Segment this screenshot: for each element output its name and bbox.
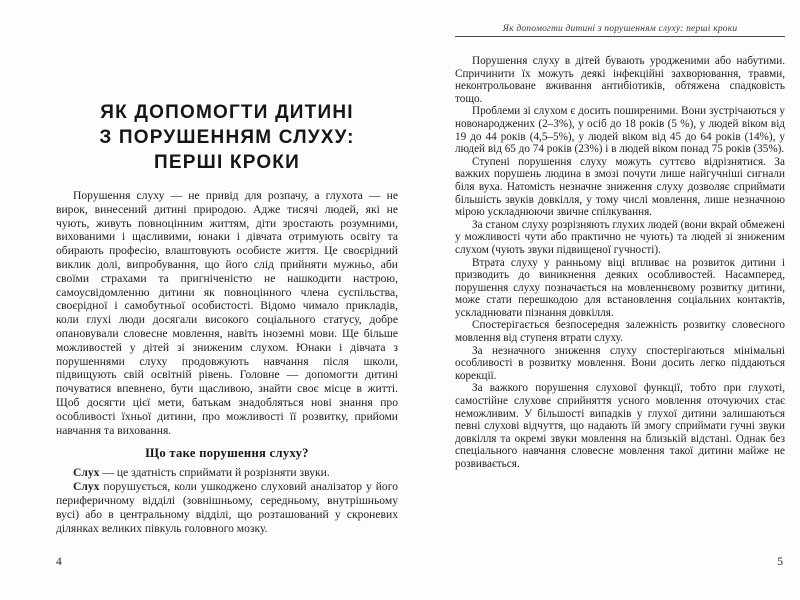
header-rule: [455, 36, 785, 37]
chapter-title-line-2: З ПОРУШЕННЯМ СЛУХУ:: [99, 127, 355, 148]
chapter-title: [56, 100, 398, 175]
chapter-title-line-3: ПЕРШІ КРОКИ: [154, 152, 300, 173]
definition-text: — це здатність сприймати й розрізняти звуки.: [99, 466, 330, 480]
definition-term: Слух: [73, 466, 100, 480]
paragraph: Порушення слуху в дітей бувають уродженими або набутими. Спричинити їх можуть деякі інфекційні захворювання, травми, неконтрольоване вживання антибіотиків, обтяжена спадковість тощо.: [455, 55, 785, 105]
running-header-block: [455, 24, 785, 37]
paragraph: За незначного зниження слуху спостерігаються мінімальні особливості в розвитку мовлення. Вони досить легко піддаються корекції.: [455, 344, 785, 382]
section-heading: Що таке порушення слуху?: [145, 446, 309, 461]
paragraph: Проблеми зі слухом є досить поширеними. Вони зустрічаються у новонароджених (2–3%), у осіб до 18 років (5 %), у людей віком від 19 до 44 років (4,5–5%), у людей віком від 45 до 64 років (14%), у людей від 65 до 74 років (23%) і в людей віком понад 75 років (35%).: [455, 105, 785, 156]
paragraph: За станом слуху розрізняють глухих людей (вони вкрай обмежені у можливості чути або практично не чують) та людей зі зниженим слухом (чують звуки підвищеної гучності).: [455, 218, 785, 256]
right-page-body: [455, 55, 785, 471]
paragraph: Спостерігається безпосередня залежність розвитку словесного мовлення від ступеня втрати слуху.: [455, 319, 785, 345]
page-number-right: 5: [777, 556, 783, 568]
paragraph: Втрата слуху у ранньому віці впливає на розвиток дитини і призводить до виникнення деяких особливостей. Насамперед, порушення слуху позначається на мовленнєвому розвитку дитини, може стати перешкодою для встановлення соціальних контактів, ускладнювати пізнання довкілля.: [455, 256, 785, 319]
impairment-paragraph: [56, 480, 398, 535]
definition-paragraph: [56, 466, 398, 480]
page-left: [56, 0, 398, 600]
running-header: Як допомогти дитині з порушенням слуху: перші кроки: [502, 24, 738, 34]
paragraph: За важкого порушення слухової функції, тобто при глухоті, самостійне слухове сприйняття усного мовлення оточуючих стає неможливим. У більшості випадків у глухої дитини залишаються певні слухові відчуття, що надають їй змогу сприймати гучні звуки довкілля та окремі звуки мовлення на близькій відстані. Однак без спеціального навчання словесне мовлення такої дитини майже не розвивається.: [455, 382, 785, 470]
chapter-title-line-1: ЯК ДОПОМОГТИ ДИТИНІ: [100, 102, 354, 123]
page-number-left: 4: [56, 556, 62, 568]
impairment-text: порушується, коли ушкоджено слуховий аналізатор у його периферичному відділі (зовнішньому, середньому, внутрішньому вусі) або в центральному відділі, що розташований у скроневих ділянках великих півкуль головного мозку.: [56, 480, 398, 535]
impairment-term: Слух: [73, 480, 100, 494]
paragraph: Ступені порушення слуху можуть суттєво відрізнятися. За важких порушень людина в змозі почути лише найгучніші сигнали біля вуха. Натомість незначне зниження слуху дозволяє сприймати більшість звуків довкілля, у тому числі мовлення, лише незначною мірою ускладнюючи звичне спілкування.: [455, 155, 785, 219]
page-right: [455, 0, 785, 600]
intro-paragraph: Порушення слуху — не привід для розпачу, а глухота — не вирок, винесений дитині природою. Адже тисячі людей, які не чують, живуть повноцінним життям, діти зростають розумними, вихованими і щасливими, юнаки і дівчата отримують освіту та обирають професію, влаштовують особисте життя. Це своєрідний виклик долі, випробування, що його слід прийняти мужньо, аби своїми страхами та пригніченістю не нашкодити настрою, самоусвідомленню дитини як повноцінного члена суспільства, своєрідної і самобутньої особистості. Відомо чимало прикладів, коли глухі люди досягали високого соціального статусу, добре опановували словесне мовлення, навіть іноземні мови. Ще більше можливостей у дітей зі зниженим слухом. Юнаки і дівчата з порушеннями слуху продовжують навчання після школи, підвищують свій освітній рівень. Головне — допомогти дитині почуватися впевнено, бути щасливою, знайти своє місце в житті. Щоб досягти цієї мети, батькам знадобляться нові знання про особливості їхньої дитини, про можливості її розвитку, прийоми навчання та виховання.: [56, 189, 398, 437]
